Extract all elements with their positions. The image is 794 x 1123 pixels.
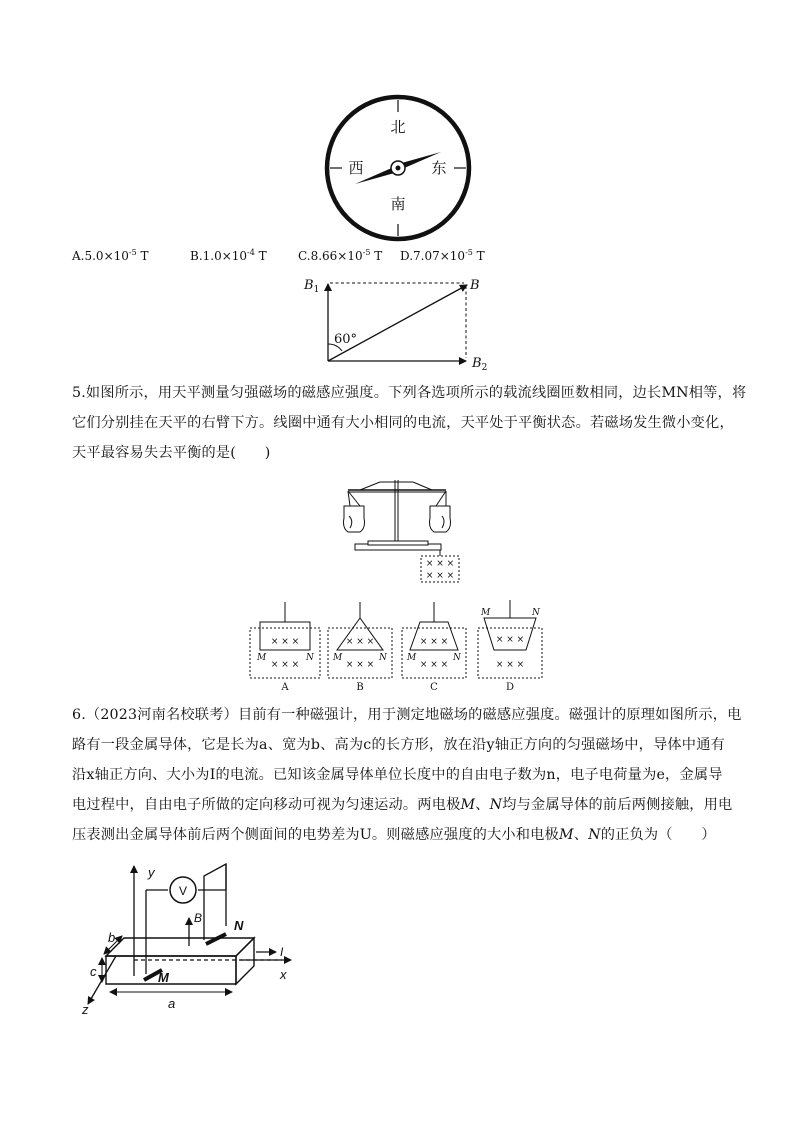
metal-block — [106, 938, 254, 984]
coil-d-mark-2: × × × — [495, 660, 525, 670]
q6-line-3: 沿x轴正方向、大小为I的电流。已知该金属导体单位长度中的自由电子数为n，电子电荷量为e，金属导 — [72, 767, 723, 783]
compass-north-label: 北 — [390, 118, 406, 136]
coil-option-c[interactable] — [402, 602, 466, 693]
option-d-unit: T — [472, 249, 485, 263]
vector-figure — [300, 272, 500, 372]
q5-line-3: 天平最容易失去平衡的是( ) — [72, 445, 271, 461]
coil-b-mark-2: × × × — [345, 660, 375, 670]
coil-d-mark-1: × × × — [495, 635, 525, 645]
coil-a-n: N — [306, 653, 314, 663]
dim-a-label: a — [168, 996, 176, 1011]
compass-pivot-dot — [396, 166, 401, 171]
option-a-text: A.5.0×10 — [72, 249, 129, 263]
coil-b-mark-1: × × × — [345, 637, 375, 647]
coil-a-label: A — [281, 682, 289, 693]
electrode-n-label: N — [234, 918, 244, 933]
coil-c-mark-2: × × × — [419, 660, 449, 670]
compass-east-label: 东 — [431, 159, 447, 177]
q6-line-4 — [72, 790, 733, 820]
coil-d-m: M — [481, 608, 491, 618]
coil-b-m: M — [333, 653, 343, 663]
compass-west-label: 西 — [348, 159, 364, 177]
question-5 — [72, 378, 747, 468]
electrode-n-plate — [206, 934, 226, 944]
q6-line-4-c: 均与金属导体的前后两侧接触，用电 — [502, 797, 733, 813]
coil-b-n: N — [379, 653, 387, 663]
option-c-text: C.8.66×10 — [298, 249, 363, 263]
coil-option-b[interactable] — [328, 602, 392, 693]
y-axis-label: y — [148, 865, 155, 880]
q6-line-5-n: N — [588, 827, 601, 843]
coil-d-n: N — [532, 608, 540, 618]
voltmeter-label: V — [178, 884, 188, 898]
balance-figure — [240, 476, 550, 694]
option-a-unit: T — [136, 249, 149, 263]
coil-option-d[interactable] — [478, 600, 542, 693]
coil-option-a[interactable] — [250, 602, 320, 693]
option-d-text: D.7.07×10 — [400, 249, 466, 263]
balance-field-mark-top: × × × — [425, 559, 455, 569]
option-b-unit: T — [254, 249, 267, 263]
coil-c-label: C — [430, 682, 438, 693]
b-field-label: B — [194, 911, 203, 925]
coil-a-mark-2: × × × — [270, 660, 300, 670]
option-d[interactable] — [400, 248, 485, 263]
option-b-exponent: -4 — [247, 248, 255, 257]
z-axis-label: z — [82, 1002, 89, 1016]
compass-figure — [320, 90, 476, 246]
coil-b-label: B — [356, 682, 364, 693]
q5-line-1: 5.如图所示，用天平测量匀强磁场的磁感应强度。下列各选项所示的载流线圈匝数相同，边长MN相等，将 — [72, 385, 747, 401]
q6-line-4-a: 电过程中，自由电子所做的定向移动可视为匀速运动。两电极 — [72, 797, 461, 813]
option-c[interactable] — [298, 248, 382, 263]
question-6 — [72, 700, 742, 850]
q6-line-5-m: M — [558, 827, 574, 843]
x-axis-label: x — [280, 967, 287, 982]
b1-label: $B_1$ — [304, 278, 320, 295]
q6-line-1: 6.（2023河南名校联考）目前有一种磁强计，用于测定地磁场的磁感应强度。磁强计的原理如图所示，电 — [72, 707, 742, 723]
b2-label: $B_2$ — [472, 356, 488, 372]
q6-line-4-m: M — [460, 797, 476, 813]
option-a-exponent: -5 — [128, 248, 137, 257]
current-label: I — [280, 945, 284, 959]
coil-d-label: D — [505, 682, 515, 693]
option-b-text: B.1.0×10 — [190, 249, 248, 263]
option-b[interactable] — [190, 248, 267, 263]
dim-c-label: c — [90, 964, 97, 979]
b-label: B — [470, 278, 480, 293]
q6-line-5-a: 压表测出金属导体前后两个侧面间的电势差为U。则磁感应强度的大小和电极 — [72, 827, 559, 843]
magnetometer-figure — [76, 856, 316, 1016]
option-d-exponent: -5 — [465, 248, 473, 257]
q6-line-2: 路有一段金属导体，它是长为a、宽为b、高为c的长方形，放在沿y轴正方向的匀强磁场中，导体中通有 — [72, 737, 725, 753]
q6-line-5 — [72, 820, 728, 850]
coil-c-mark-1: × × × — [419, 637, 449, 647]
option-a[interactable] — [72, 248, 149, 263]
q6-line-5-c: 的正负为（ ） — [600, 827, 716, 843]
electrode-m-label: M — [158, 970, 169, 985]
q5-line-2: 它们分别挂在天平的右臂下方。线圈中通有大小相同的电流，天平处于平衡状态。若磁场发生微小变化， — [72, 415, 734, 431]
q6-line-4-n: N — [489, 797, 503, 813]
coil-a-mark-1: × × × — [270, 637, 300, 647]
compass-south-label: 南 — [390, 195, 406, 213]
angle-label: 60° — [334, 332, 358, 347]
option-c-exponent: -5 — [362, 248, 371, 257]
q6-line-4-sep: 、 — [475, 797, 490, 813]
q6-line-5-sep: 、 — [573, 827, 589, 843]
coil-c-m: M — [407, 653, 417, 663]
dim-b-label: b — [108, 930, 116, 945]
option-c-unit: T — [370, 249, 383, 263]
coil-a-m: M — [257, 653, 267, 663]
balance-apparatus — [344, 480, 451, 556]
balance-field-mark-bottom: × × × — [425, 571, 455, 581]
vector-b-arrow — [328, 285, 467, 361]
coil-c-n: N — [453, 653, 461, 663]
